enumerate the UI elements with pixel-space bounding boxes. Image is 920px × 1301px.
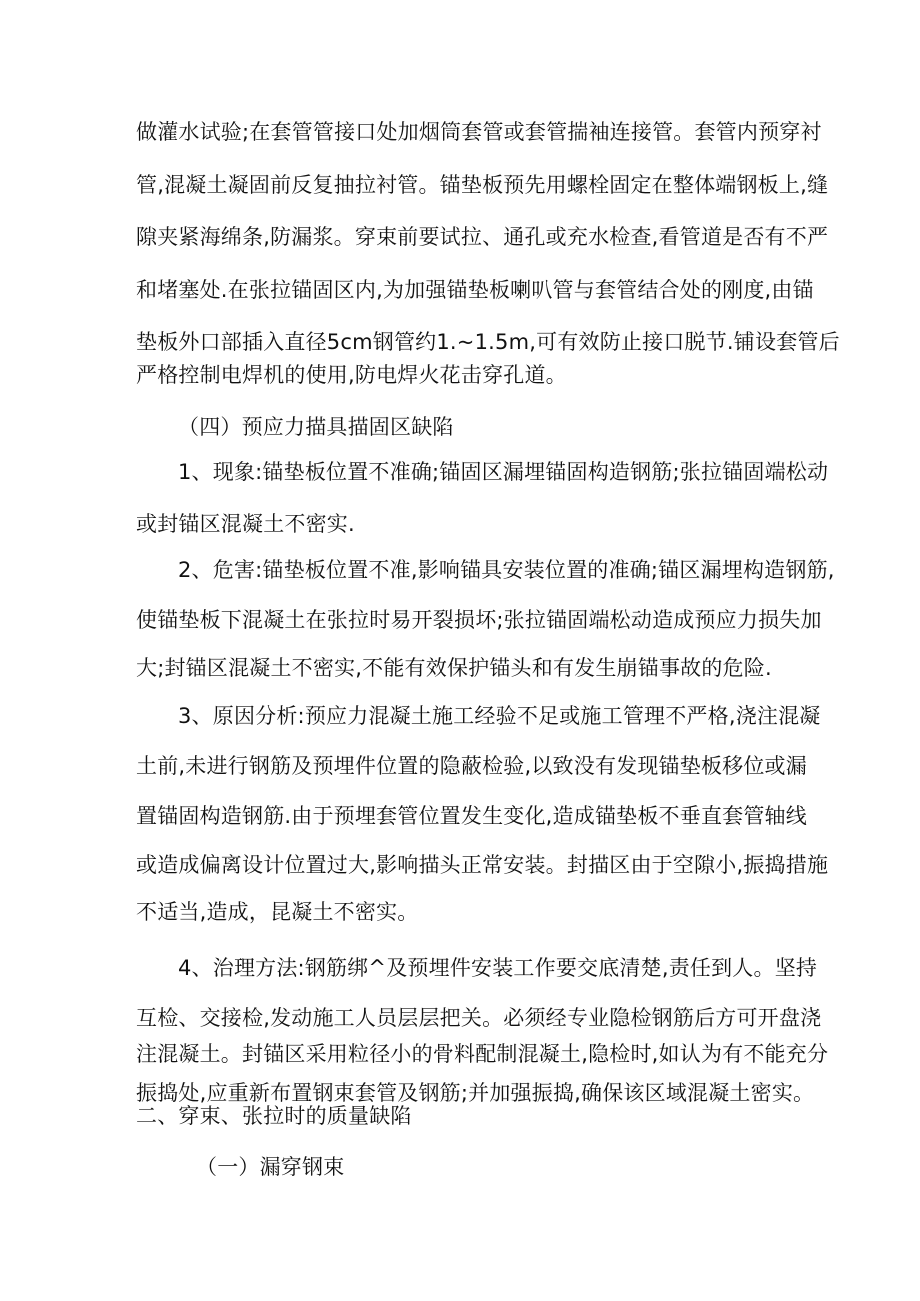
text-line: 互检、交接检,发动施工人员层层把关。必须经专业隐检钢筋后方可开盘浇	[136, 1006, 822, 1030]
section-heading: （一）漏穿钢束	[196, 1155, 345, 1179]
text-line: 土前,未进行钢筋及预埋件位置的隐蔽检验,以致没有发现锚垫板移位或漏	[136, 754, 807, 778]
paragraph-start-line: 1、现象:锚垫板位置不准确;锚固区漏埋锚固构造钢筋;张拉锚固端松动	[178, 460, 829, 484]
text-line: 使锚垫板下混凝土在张拉时易开裂损坏;张拉锚固端松动造成预应力损失加	[136, 608, 822, 632]
text-line: 置锚固构造钢筋.由于预埋套管位置发生变化,造成锚垫板不垂直套管轴线	[136, 804, 807, 828]
text-line: 和堵塞处.在张拉锚固区内,为加强锚垫板喇叭管与套管结合处的刚度,由锚	[136, 278, 814, 302]
paragraph-start-line: 2、危害:锚垫板位置不准,影响锚具安装位置的准确;锚区漏埋构造钢筋,	[178, 558, 835, 582]
text-line: 严格控制电焊机的使用,防电焊火花击穿孔道。	[136, 363, 567, 387]
chapter-heading: 二、穿束、张拉时的质量缺陷	[136, 1104, 412, 1128]
text-line: 做灌水试验;在套管管接口处加烟筒套管或套管揣袖连接管。套管内预穿衬	[136, 120, 822, 144]
text-line: 隙夹紧海绵条,防漏浆。穿束前要试拉、通孔或充水检查,看管道是否有不严	[136, 225, 829, 249]
text-line: 管,混凝土凝固前反复抽拉衬管。锚垫板预先用螺栓固定在整体端钢板上,缝	[136, 173, 829, 197]
paragraph-start-line: 3、原因分析:预应力混凝土施工经验不足或施工管理不严格,浇注混凝	[178, 704, 821, 728]
text-line: 注混凝土。封锚区采用粒径小的骨料配制混凝土,隐检时,如认为有不能充分	[136, 1042, 829, 1066]
text-line: 不适当,造成，昆凝土不密实。	[136, 900, 419, 924]
text-line: 振捣处,应重新布置钢束套管及钢筋;并加强振捣,确保该区域混凝土密实。	[136, 1081, 815, 1105]
section-heading: （四）预应力描具描固区缺陷	[178, 415, 454, 439]
text-line: 或封锚区混凝土不密实.	[136, 512, 355, 536]
text-line: 垫板外口部插入直径5cm钢管约1.~1.5m,可有效防止接口脱节.铺设套管后	[136, 330, 840, 354]
text-line: 大;封锚区混凝土不密实,不能有效保护锚头和有发生崩锚事故的危险.	[136, 656, 772, 680]
paragraph-start-line: 4、治理方法:钢筋绑^及预埋件安装工作要交底清楚,责任到人。坚持	[178, 956, 818, 980]
text-line: 或造成偏离设计位置过大,影响描头正常安装。封描区由于空隙小,振捣措施	[136, 853, 829, 877]
